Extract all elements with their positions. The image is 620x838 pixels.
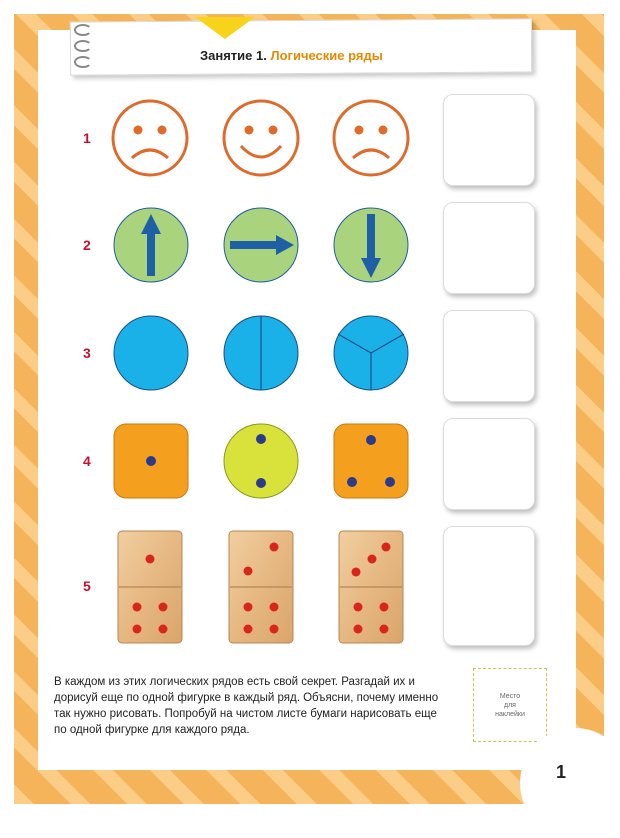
circle-thirds-icon [332,314,410,392]
circle-two-dots-icon [222,422,300,500]
circle-halves-icon [222,314,300,392]
page-title [200,48,383,63]
instructions-text: В каждом из этих логических рядов есть свой секрет. Разгадай их и дорисуй еще по одной фигурке в каждый ряд. Объясни, почему именно так нужно рисовать. Попробуй на чистом листе бумаги нарисовать еще по одной фигурке для каждого ряда. [54,676,439,736]
binder-ring-icon [74,56,92,68]
answer-box-row-4[interactable] [443,418,535,510]
binder-ring-icon [74,24,92,36]
arrow-down-icon [332,206,410,284]
sticker-label-line2: для [504,701,516,709]
page-number: 1 [556,762,567,782]
die-one-dot-icon [112,422,190,500]
row-number-5: 5 [83,578,91,594]
sad-face-icon [110,98,190,178]
answer-box-row-3[interactable] [443,310,535,402]
row-number-4: 4 [83,453,91,469]
sticker-label-line3: наклейки [495,710,525,718]
sticker-label-line1: Место [499,692,521,700]
binder-ring-icon [74,40,92,52]
row-number-3: 3 [83,345,91,361]
happy-face-icon [221,98,301,178]
title-prefix: Занятие 1. [200,48,267,63]
domino-2-4-icon [228,530,294,644]
sticker-placeholder[interactable] [473,668,547,742]
arrow-right-icon [222,206,300,284]
page-number-badge [520,728,620,838]
row-number-1: 1 [83,130,91,146]
arrow-up-icon [112,206,190,284]
domino-1-4-icon [117,530,183,644]
answer-box-row-5[interactable] [443,526,535,646]
header-note [70,18,532,75]
domino-3-4-icon [338,530,404,644]
sad-face-icon [331,98,411,178]
answer-box-row-2[interactable] [443,202,535,294]
answer-box-row-1[interactable] [443,94,535,186]
circle-whole-icon [112,314,190,392]
row-number-2: 2 [83,237,91,253]
die-three-dots-icon [332,422,410,500]
title-suffix: Логические ряды [270,48,383,63]
